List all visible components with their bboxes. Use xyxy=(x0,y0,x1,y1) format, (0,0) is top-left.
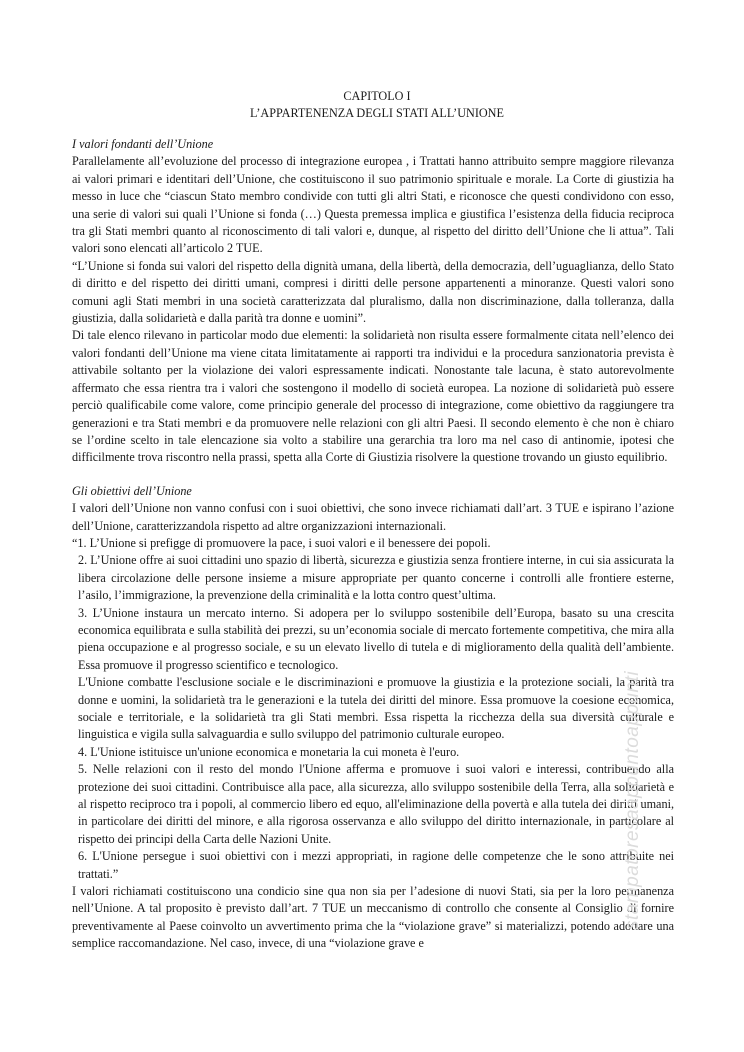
quoted-article-2: “L’Unione si fonda sui valori del rispetto della dignità umana, della libertà, della democrazia, dell’uguaglianza, dello Stato di diritto e del rispetto dei diritti umani, compresi i diritti delle persone appartenenti a minoranze. Questi valori sono comuni agli Stati membri in una società caratterizzata dal pluralismo, dalla non discriminazione, dalla tolleranza, dalla giustizia, dalla solidarietà e dalla parità tra donne e uomini”. xyxy=(72,258,674,326)
section-heading-valori: I valori fondanti dell’Unione xyxy=(72,137,214,151)
document-body xyxy=(72,136,674,953)
list-item: L'Unione combatte l'esclusione sociale e le discriminazioni e promuove la giustizia e la protezione sociali, la parità tra donne e uomini, la solidarietà tra le generazioni e la tutela dei diritti del minore. Essa promuove la coesione economica, sociale e territoriale, e la solidarietà tra gli Stati membri. Essa rispetta la ricchezza della sua diversità culturale e linguistica e vigila sulla salvaguardia e sullo sviluppo del patrimonio culturale europeo. xyxy=(78,675,674,742)
paragraph: Di tale elenco rilevano in particolar modo due elementi: la solidarietà non risulta essere formalmente citata nell’elenco dei valori fondanti dell’Unione ma viene citata limitatamente ai rapporti tra individui e la procedura sanzionatoria prevista è attivabile soltanto per la violazione dei valori espressamente indicati. Nonostante tale lacuna, è stato autorevolmente affermato che essa rientra tra i valori che sostengono il modello di società europea. La nozione di solidarietà può essere perciò qualificabile come valore, come principio generale del processo di integrazione, come obiettivo da raggiungere tra generazioni e tra Stati membri e da promuovere nelle relazioni con gli altri Paesi. Il secondo elemento è che non è chiaro se l’ordine scelto in tale elencazione sia volto a stabilire una gerarchia tra loro ma nel caso di antinomie, ipotesi che difficilmente trova riscontro nella prassi, spetta alla Corte di Giustizia risolvere la questione trovando un giusto equilibrio. xyxy=(72,328,674,465)
paragraph: I valori richiamati costituiscono una condicio sine qua non sia per l’adesione di nuovi Stati, sia per la loro permanenza nell’Unione. A tal proposito è previsto dall’art. 7 TUE un meccanismo di controllo che consente al Consiglio di fornire preventivamente al Paese coinvolto un avvertimento prima che la “violazione grave” si materializzi, potendo adottare una semplice raccomandazione. Nel caso, invece, di una “violazione grave e xyxy=(72,884,674,951)
article-3-list xyxy=(72,535,674,883)
list-item: 5. Nelle relazioni con il resto del mondo l'Unione afferma e promuove i suoi valori e interessi, contribuendo alla protezione dei suoi cittadini. Contribuisce alla pace, alla sicurezza, allo sviluppo sostenibile della Terra, alla solidarietà e al rispetto reciproco tra i popoli, al commercio libero ed equo, all'eliminazione della povertà e alla tutela dei diritti umani, in particolare dei diritti del minore, e alla rigorosa osservanza e allo sviluppo del diritto internazionale, in particolare al rispetto dei principi della Carta delle Nazioni Unite. xyxy=(78,762,674,846)
list-item: 6. L'Unione persegue i suoi obiettivi con i mezzi appropriati, in ragione delle competenze che le sono attribuite nei trattati.” xyxy=(78,849,674,881)
chapter-title: L’APPARTENENZA DEGLI STATI ALL’UNIONE xyxy=(250,106,504,121)
section-heading-obiettivi: Gli obiettivi dell’Unione xyxy=(72,483,192,498)
list-item: “1. L’Unione si prefigge di promuovere la pace, i suoi valori e il benessere dei popoli. xyxy=(72,535,491,550)
list-item: 4. L'Unione istituisce un'unione economica e monetaria la cui moneta è l'euro. xyxy=(78,744,460,759)
paragraph: I valori dell’Unione non vanno confusi con i suoi obiettivi, che sono invece richiamati dall’art. 3 TUE e ispirano l’azione dell’Unione, caratterizzandola rispetto ad altre organizzazioni internazionali. xyxy=(72,501,674,533)
paragraph: Parallelamente all’evoluzione del processo di integrazione europea , i Trattati hanno attribuito sempre maggiore rilevanza ai valori primari e identitari dell’Unione, che costituiscono il suo patrimonio spirituale e morale. La Corte di giustizia ha messo in luce che “ciascun Stato membro condivide con tutti gli altri Stati, e riconosce che questi condividono con esso, una serie di valori sui quali l’Unione si fonda (…) Questa premessa implica e giustifica l’esistenza della fiducia reciproca tra gli Stati membri quanto al riconoscimento di tali valori e, dunque, al rispetto del diritto dell’Unione che li attua”. Tali valori sono elencati all’articolo 2 TUE. xyxy=(72,154,674,256)
chapter-header xyxy=(0,88,744,123)
list-item: 2. L’Unione offre ai suoi cittadini uno spazio di libertà, sicurezza e giustizia senza frontiere interne, in cui sia assicurata la libera circolazione delle persone insieme a misure appropriate per quanto concerne i controlli alle frontiere esterne, l’asilo, l’immigrazione, la prevenzione della criminalità e la lotta contro quest’ultima. xyxy=(78,553,674,603)
list-item: 3. L’Unione instaura un mercato interno. Si adopera per lo sviluppo sostenibile dell’Europa, basato su una crescita economica equilibrata e sulla stabilità dei prezzi, su un’economia sociale di mercato fortemente competitiva, che mira alla piena occupazione e al progresso sociale, e su un elevato livello di tutela e di miglioramento della qualità dell’ambiente. Essa promuove il progresso scientifico e tecnologico. xyxy=(78,605,674,672)
watermark-text: stampatoresaappuntoappunti xyxy=(622,670,643,930)
section-spacer xyxy=(72,467,674,483)
chapter-number: CAPITOLO I xyxy=(343,89,411,103)
